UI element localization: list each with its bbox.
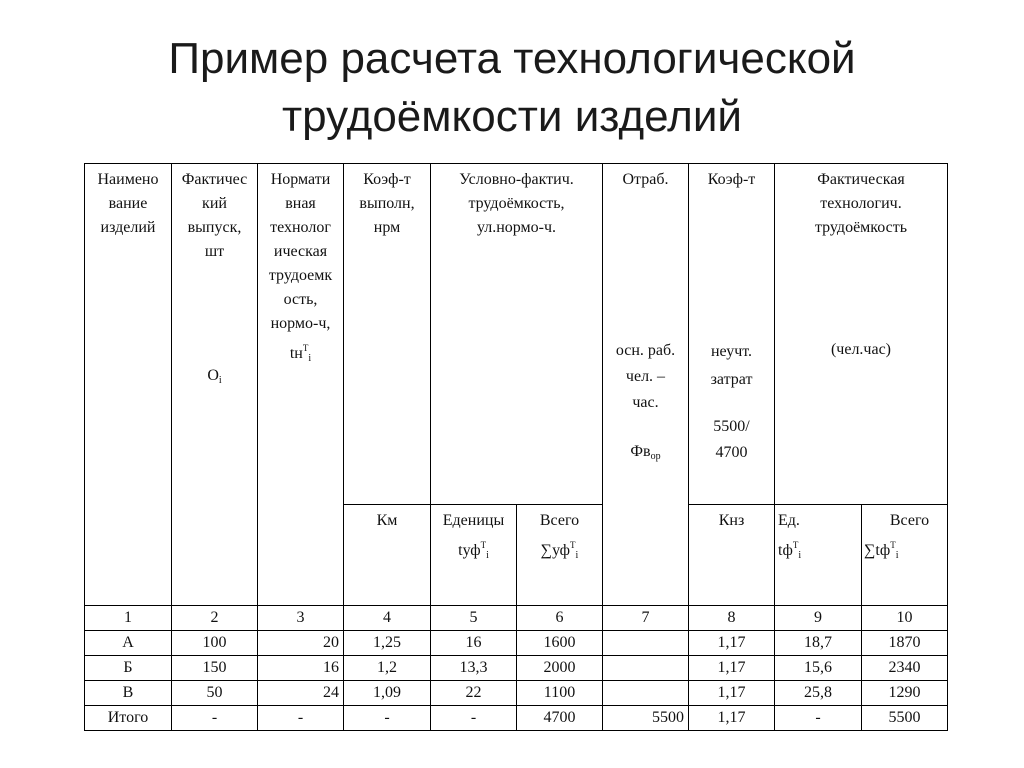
- cell-unit-cond: -: [431, 706, 517, 731]
- header-actual-intensity: Фактическая технологич. трудоёмкость (чел.час): [775, 164, 948, 505]
- cell-km: 1,25: [344, 631, 431, 656]
- cell-worked: [603, 631, 689, 656]
- symbol-sum-tf: $\sum tф^Т_i$: [864, 540, 899, 561]
- cell-unit-cond: 16: [431, 631, 517, 656]
- labor-intensity-table: [84, 163, 948, 731]
- cell-unit-actual: 15,6: [775, 656, 862, 681]
- symbol-tf: $tф^Т_i$: [778, 540, 802, 561]
- cell-knz: 1,17: [689, 681, 775, 706]
- column-number: 1: [85, 606, 172, 631]
- cell-product: Итого: [85, 706, 172, 731]
- header-performance-coef: Коэф-т выполн, нрм: [344, 164, 431, 505]
- header-normative-intensity: Нормати вная технолог ическая трудоемк ость, нормо-ч, $tн^Т_i$: [258, 164, 344, 606]
- header-worked-hours: Отраб. осн. раб. чел. – час. $Фв_{ор}$: [603, 164, 689, 606]
- slide-title-line-2: трудоёмкости изделий: [281, 92, 742, 141]
- cell-knz: 1,17: [689, 656, 775, 681]
- cell-total-cond: 4700: [517, 706, 603, 731]
- cell-output: 150: [172, 656, 258, 681]
- cell-total-cond: 2000: [517, 656, 603, 681]
- symbol-fv-or: $Фв_{ор}$: [630, 443, 661, 462]
- cell-product: В: [85, 681, 172, 706]
- cell-total-actual: 2340: [862, 656, 948, 681]
- header-units: Еденицы tуф$^Т_i$: [431, 505, 517, 606]
- header-unaccounted-coef: Коэф-т неучт. затрат 5500/ 4700: [689, 164, 775, 505]
- cell-km: 1,09: [344, 681, 431, 706]
- column-number: 6: [517, 606, 603, 631]
- cell-worked: [603, 681, 689, 706]
- cell-km: 1,2: [344, 656, 431, 681]
- header-knz: Кнз: [689, 505, 775, 606]
- cell-output: 50: [172, 681, 258, 706]
- cell-km: -: [344, 706, 431, 731]
- column-number: 9: [775, 606, 862, 631]
- cell-product: Б: [85, 656, 172, 681]
- cell-norm: 24: [258, 681, 344, 706]
- cell-total-actual: 1290: [862, 681, 948, 706]
- column-number: 10: [862, 606, 948, 631]
- header-total-actual: Всего $\sum tф^Т_i$: [862, 505, 948, 606]
- column-number-row: [85, 606, 948, 631]
- symbol-o-i: $О_i$: [207, 367, 222, 386]
- header-km: Км: [344, 505, 431, 606]
- cell-knz: 1,17: [689, 706, 775, 731]
- cell-knz: 1,17: [689, 631, 775, 656]
- table-row: [85, 656, 948, 681]
- header-total: Всего $\sum уф^Т_i$: [517, 505, 603, 606]
- header-unit-actual: Ед. $tф^Т_i$: [775, 505, 862, 606]
- cell-norm: 20: [258, 631, 344, 656]
- cell-total-actual: 5500: [862, 706, 948, 731]
- cell-total-cond: 1100: [517, 681, 603, 706]
- cell-total-cond: 1600: [517, 631, 603, 656]
- cell-output: -: [172, 706, 258, 731]
- header-conditional-intensity: Условно-фактич. трудоёмкость, ул.нормо-ч.: [431, 164, 603, 505]
- cell-total-actual: 1870: [862, 631, 948, 656]
- cell-unit-actual: -: [775, 706, 862, 731]
- column-number: 4: [344, 606, 431, 631]
- header-actual-output: Фактичес кий выпуск, шт $О_i$: [172, 164, 258, 606]
- table-row-total: [85, 706, 948, 731]
- column-number: 8: [689, 606, 775, 631]
- table-row: [85, 631, 948, 656]
- slide-title-line-1: Пример расчета технологической: [168, 34, 856, 83]
- cell-unit-cond: 13,3: [431, 656, 517, 681]
- header-product-name: Наимено вание изделий: [85, 164, 172, 606]
- cell-unit-actual: 25,8: [775, 681, 862, 706]
- column-number: 3: [258, 606, 344, 631]
- cell-unit-actual: 18,7: [775, 631, 862, 656]
- symbol-tn-t-i: $tн^Т_i$: [289, 343, 312, 364]
- cell-unit-cond: 22: [431, 681, 517, 706]
- cell-output: 100: [172, 631, 258, 656]
- table-row: [85, 681, 948, 706]
- column-number: 5: [431, 606, 517, 631]
- column-number: 2: [172, 606, 258, 631]
- slide-title: [0, 30, 1024, 146]
- cell-norm: -: [258, 706, 344, 731]
- cell-worked: 5500: [603, 706, 689, 731]
- symbol-sum-uf: $\sum уф^Т_i$: [540, 540, 579, 561]
- cell-product: А: [85, 631, 172, 656]
- symbol-tuf: tуф$^Т_i$: [458, 540, 489, 561]
- cell-norm: 16: [258, 656, 344, 681]
- cell-worked: [603, 656, 689, 681]
- column-number: 7: [603, 606, 689, 631]
